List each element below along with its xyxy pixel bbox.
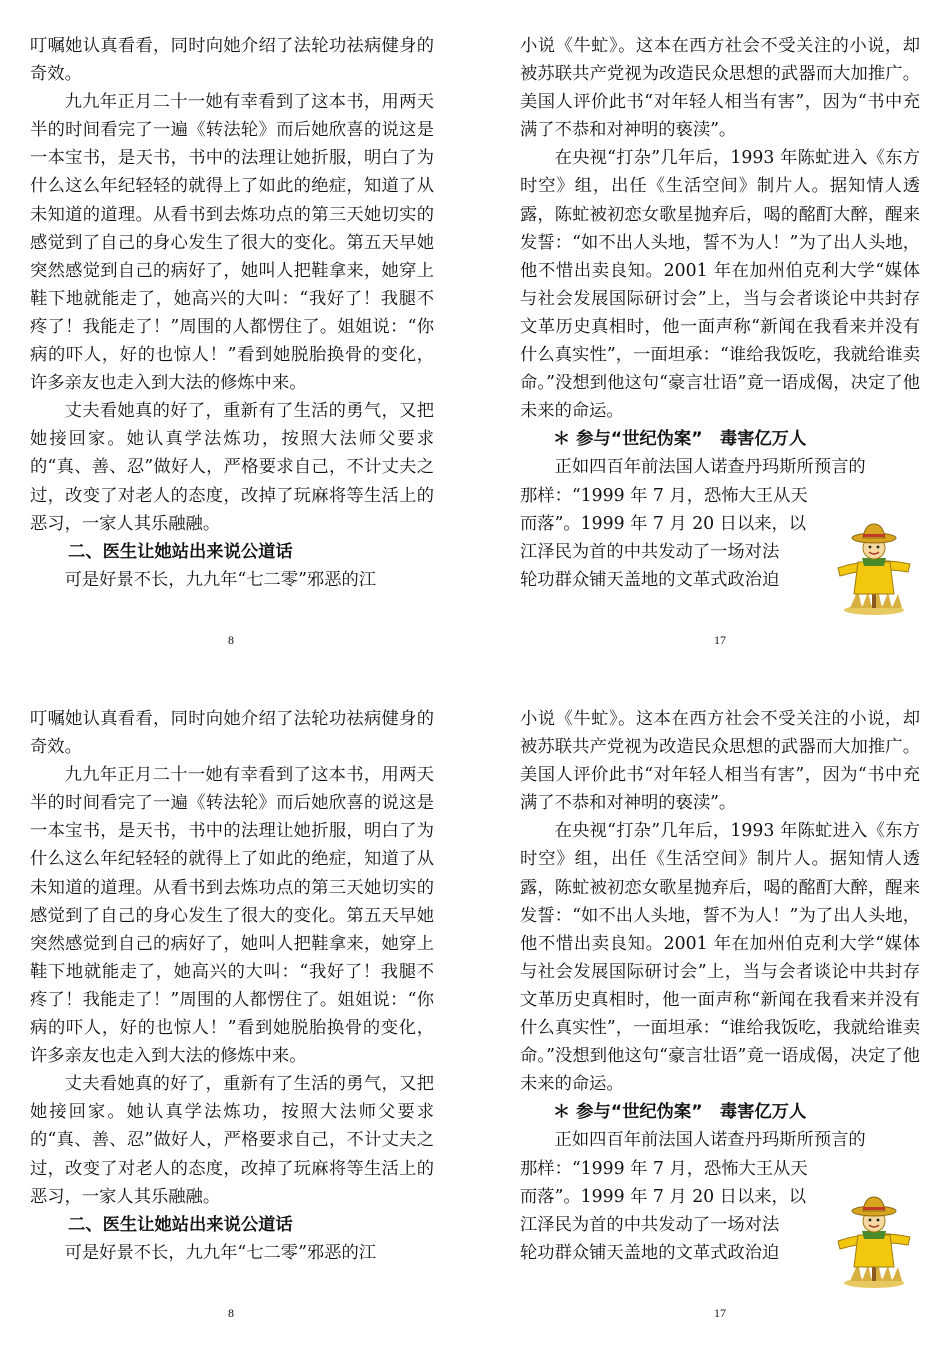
right-line-3: 而落”。1999 年 7 月 20 日以来，以	[520, 513, 807, 534]
left-page-column-copy	[30, 705, 434, 1267]
left-page-column	[30, 32, 434, 594]
left-section-heading: 二、医生让她站出来说公道话	[68, 1214, 293, 1235]
left-paragraph-1: 叮嘱她认真看看，同时向她介绍了法轮功祛病健身的奇效。	[30, 36, 434, 85]
sheet-bottom	[0, 673, 950, 1345]
right-paragraph-2: 在央视“打杂”几年后，1993 年陈虻进入《东方时空》组，出任《生活空间》制片人。据知情人透露，陈虻被初恋女歌星抛弃后，喝的酩酊大醉，醒来发誓：“如不出人头地，誓不为人！”为了出人头地，他不惜出卖良知。2001 年在加州伯克利大学“媒体与社会发展国际研讨会”上，当与会者谈论中共封存文革历史真相时，他一面声称“新闻在我看来并没有什么真实性”，一面坦承：“谁给我饭吃，我就给谁卖命。”没想到他这句“豪言壮语”竟一语成偈，决定了他未来的命运。	[520, 148, 920, 422]
right-line-2: 那样：“1999 年 7 月，恐怖大王从天	[520, 1158, 808, 1179]
right-paragraph-1: 小说《牛虻》。这本在西方社会不受关注的小说，却被苏联共产党视为改造民众思想的武器而大加推广。美国人评价此书“对年轻人相当有害”，因为“书中充满了不恭和对神明的亵渎”。	[520, 709, 920, 814]
left-paragraph-3: 丈夫看她真的好了，重新有了生活的勇气，又把她接回家。她认真学法炼功，按照大法师父要求的“真、善、忍”做好人，严格要求自己，不计丈夫之过，改变了对老人的态度，改掉了玩麻将等生活上的恶习，一家人其乐融融。	[30, 1074, 434, 1207]
right-page-number: 17	[714, 633, 726, 647]
right-section-heading: ＊ 参与“世纪伪案” 毒害亿万人	[552, 429, 807, 450]
left-section-heading: 二、医生让她站出来说公道话	[68, 541, 293, 562]
sheet-top	[0, 0, 950, 672]
right-paragraph-1: 小说《牛虻》。这本在西方社会不受关注的小说，却被苏联共产党视为改造民众思想的武器而大加推广。美国人评价此书“对年轻人相当有害”，因为“书中充满了不恭和对神明的亵渎”。	[520, 36, 920, 141]
left-paragraph-3: 丈夫看她真的好了，重新有了生活的勇气，又把她接回家。她认真学法炼功，按照大法师父要求的“真、善、忍”做好人，严格要求自己，不计丈夫之过，改变了对老人的态度，改掉了玩麻将等生活上的恶习，一家人其乐融融。	[30, 401, 434, 534]
right-page-number: 17	[714, 1306, 726, 1320]
right-page-column	[520, 32, 920, 594]
right-line-4: 江泽民为首的中共发动了一场对法	[520, 1214, 780, 1235]
left-page-number: 8	[228, 1306, 234, 1320]
right-line-1: 正如四百年前法国人诺查丹玛斯所预言的	[554, 1130, 866, 1151]
right-line-2: 那样：“1999 年 7 月，恐怖大王从天	[520, 485, 808, 506]
right-page-column-copy	[520, 705, 920, 1267]
right-line-5: 轮功群众铺天盖地的文革式政治迫	[520, 1242, 780, 1263]
scarecrow-icon	[832, 520, 916, 616]
left-page-number: 8	[228, 633, 234, 647]
right-line-5: 轮功群众铺天盖地的文革式政治迫	[520, 569, 780, 590]
left-last-paragraph: 可是好景不长，九九年“七二零”邪恶的江	[64, 1242, 377, 1263]
right-section-heading: ＊ 参与“世纪伪案” 毒害亿万人	[552, 1102, 807, 1123]
left-paragraph-1: 叮嘱她认真看看，同时向她介绍了法轮功祛病健身的奇效。	[30, 709, 434, 758]
right-line-1: 正如四百年前法国人诺查丹玛斯所预言的	[554, 457, 866, 478]
left-paragraph-2: 九九年正月二十一她有幸看到了这本书，用两天半的时间看完了一遍《转法轮》而后她欣喜的说这是一本宝书，是天书，书中的法理让她折服，明白了为什么这么年纪轻轻的就得上了如此的绝症，知道了从未知道的道理。从看书到去炼功点的第三天她切实的感觉到了自己的身心发生了很大的变化。第五天早她突然感觉到自己的病好了，她叫人把鞋拿来，她穿上鞋下地就能走了，她高兴的大叫：“我好了！我腿不疼了！我能走了！”周围的人都愣住了。姐姐说：“你病的吓人，好的也惊人！”看到她脱胎换骨的变化，许多亲友也走入到大法的修炼中来。	[30, 92, 434, 394]
left-paragraph-2: 九九年正月二十一她有幸看到了这本书，用两天半的时间看完了一遍《转法轮》而后她欣喜的说这是一本宝书，是天书，书中的法理让她折服，明白了为什么这么年纪轻轻的就得上了如此的绝症，知道了从未知道的道理。从看书到去炼功点的第三天她切实的感觉到了自己的身心发生了很大的变化。第五天早她突然感觉到自己的病好了，她叫人把鞋拿来，她穿上鞋下地就能走了，她高兴的大叫：“我好了！我腿不疼了！我能走了！”周围的人都愣住了。姐姐说：“你病的吓人，好的也惊人！”看到她脱胎换骨的变化，许多亲友也走入到大法的修炼中来。	[30, 765, 434, 1067]
right-line-3: 而落”。1999 年 7 月 20 日以来，以	[520, 1186, 807, 1207]
scarecrow-icon	[832, 1193, 916, 1289]
left-last-paragraph: 可是好景不长，九九年“七二零”邪恶的江	[64, 569, 377, 590]
right-paragraph-2: 在央视“打杂”几年后，1993 年陈虻进入《东方时空》组，出任《生活空间》制片人。据知情人透露，陈虻被初恋女歌星抛弃后，喝的酩酊大醉，醒来发誓：“如不出人头地，誓不为人！”为了出人头地，他不惜出卖良知。2001 年在加州伯克利大学“媒体与社会发展国际研讨会”上，当与会者谈论中共封存文革历史真相时，他一面声称“新闻在我看来并没有什么真实性”，一面坦承：“谁给我饭吃，我就给谁卖命。”没想到他这句“豪言壮语”竟一语成偈，决定了他未来的命运。	[520, 821, 920, 1095]
right-line-4: 江泽民为首的中共发动了一场对法	[520, 541, 780, 562]
